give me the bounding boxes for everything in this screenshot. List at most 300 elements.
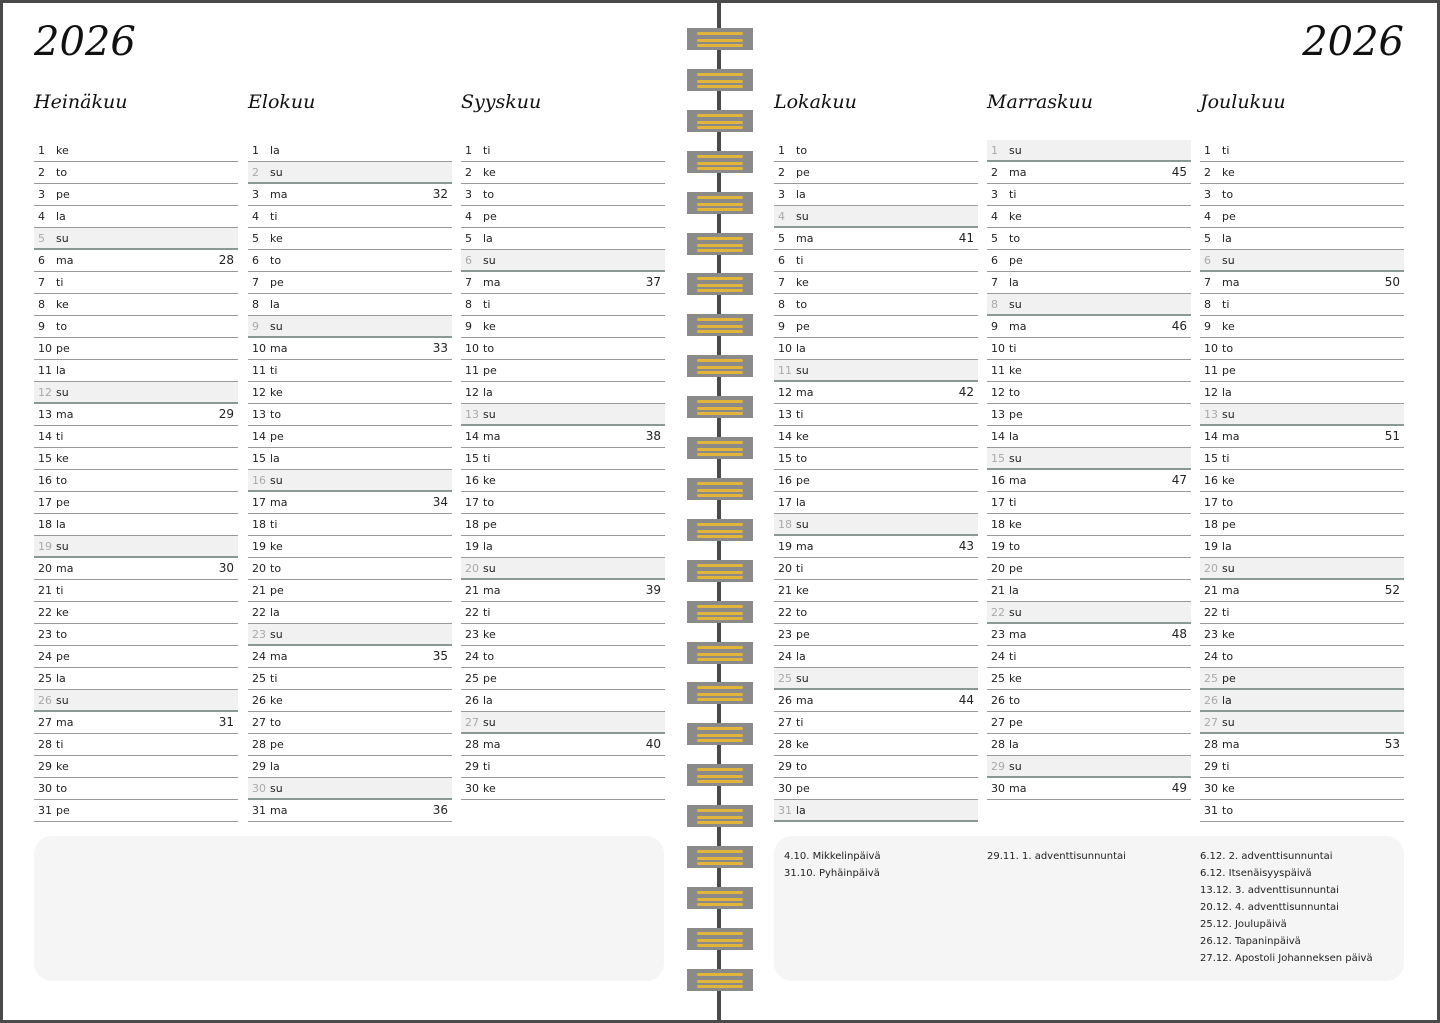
day-row[interactable] — [987, 404, 1191, 426]
day-row[interactable] — [1200, 404, 1404, 426]
day-row[interactable] — [248, 162, 452, 184]
day-row[interactable] — [774, 756, 978, 778]
day-number: 30 — [1204, 782, 1218, 795]
day-row[interactable] — [987, 250, 1191, 272]
weekday: ke — [270, 386, 283, 399]
day-number: 17 — [465, 496, 479, 509]
day-row[interactable] — [987, 228, 1191, 250]
day-row[interactable] — [461, 712, 665, 734]
day-row[interactable] — [248, 514, 452, 536]
day-row[interactable] — [774, 734, 978, 756]
day-row[interactable] — [461, 756, 665, 778]
weekday: ti — [483, 144, 491, 157]
week-number: 42 — [958, 385, 974, 399]
day-row[interactable] — [1200, 646, 1404, 668]
day-number: 10 — [1204, 342, 1218, 355]
day-row[interactable] — [248, 756, 452, 778]
day-row[interactable] — [987, 316, 1191, 338]
day-row[interactable] — [987, 360, 1191, 382]
weekday: pe — [796, 474, 810, 487]
day-number: 21 — [38, 584, 52, 597]
day-row[interactable] — [987, 536, 1191, 558]
day-row[interactable] — [1200, 338, 1404, 360]
day-row[interactable] — [774, 228, 978, 250]
day-row[interactable] — [461, 646, 665, 668]
day-row[interactable] — [34, 250, 238, 272]
day-row[interactable] — [987, 668, 1191, 690]
weekday: ke — [796, 584, 809, 597]
day-number: 25 — [991, 672, 1005, 685]
month-name: Heinäkuu — [34, 91, 128, 113]
day-row[interactable] — [1200, 800, 1404, 822]
day-row[interactable] — [461, 162, 665, 184]
day-row[interactable] — [34, 712, 238, 734]
day-row[interactable] — [248, 536, 452, 558]
day-row[interactable] — [248, 316, 452, 338]
spiral-wire — [697, 698, 743, 701]
day-row[interactable] — [987, 140, 1191, 162]
day-row[interactable] — [34, 580, 238, 602]
week-number: 37 — [645, 275, 661, 289]
day-row[interactable] — [774, 624, 978, 646]
holiday-entry: 25.12. Joulupäivä — [1200, 919, 1287, 930]
day-row[interactable] — [1200, 734, 1404, 756]
day-row[interactable] — [34, 624, 238, 646]
day-row[interactable] — [774, 382, 978, 404]
day-row[interactable] — [774, 360, 978, 382]
day-row[interactable] — [1200, 316, 1404, 338]
day-row[interactable] — [774, 690, 978, 712]
day-row[interactable] — [248, 624, 452, 646]
day-row[interactable] — [248, 712, 452, 734]
day-row[interactable] — [987, 426, 1191, 448]
day-row[interactable] — [774, 140, 978, 162]
spiral-wire — [697, 903, 743, 906]
day-row[interactable] — [774, 316, 978, 338]
day-row[interactable] — [1200, 250, 1404, 272]
day-row[interactable] — [461, 470, 665, 492]
day-row[interactable] — [1200, 228, 1404, 250]
day-row[interactable] — [248, 734, 452, 756]
day-row[interactable] — [1200, 580, 1404, 602]
day-row[interactable] — [1200, 602, 1404, 624]
day-number: 11 — [778, 364, 792, 377]
weekday: ma — [270, 650, 288, 663]
week-number: 39 — [645, 583, 661, 597]
spiral-wire — [697, 944, 743, 947]
day-number: 23 — [991, 628, 1005, 641]
day-row[interactable] — [34, 382, 238, 404]
day-row[interactable] — [774, 668, 978, 690]
day-row[interactable] — [461, 448, 665, 470]
day-row[interactable] — [34, 338, 238, 360]
day-row[interactable] — [774, 558, 978, 580]
day-number: 27 — [1204, 716, 1218, 729]
day-row[interactable] — [1200, 668, 1404, 690]
weekday: ma — [1222, 276, 1240, 289]
day-number: 16 — [1204, 474, 1218, 487]
day-number: 19 — [1204, 540, 1218, 553]
day-row[interactable] — [1200, 448, 1404, 470]
spiral-wire — [697, 980, 743, 983]
weekday: to — [270, 562, 282, 575]
day-number: 24 — [1204, 650, 1218, 663]
weekday: ma — [1009, 628, 1027, 641]
day-row[interactable] — [461, 250, 665, 272]
spiral-wire — [697, 985, 743, 988]
day-row[interactable] — [34, 536, 238, 558]
day-row[interactable] — [774, 646, 978, 668]
holidays-november — [987, 848, 1126, 865]
day-row[interactable] — [987, 778, 1191, 800]
weekday: ke — [483, 474, 496, 487]
month-name: Elokuu — [248, 91, 316, 113]
day-row[interactable] — [248, 206, 452, 228]
day-row[interactable] — [34, 316, 238, 338]
day-row[interactable] — [987, 734, 1191, 756]
day-row[interactable] — [34, 184, 238, 206]
day-row[interactable] — [34, 800, 238, 822]
spiral-wire — [697, 277, 743, 280]
day-number: 20 — [778, 562, 792, 575]
day-number: 7 — [991, 276, 998, 289]
day-row[interactable] — [461, 206, 665, 228]
day-number: 12 — [991, 386, 1005, 399]
weekday: to — [56, 474, 68, 487]
day-row[interactable] — [1200, 536, 1404, 558]
day-row[interactable] — [34, 206, 238, 228]
day-row[interactable] — [248, 228, 452, 250]
weekday: la — [270, 298, 280, 311]
spiral-wire — [697, 973, 743, 976]
day-number: 21 — [252, 584, 266, 597]
day-number: 17 — [1204, 496, 1218, 509]
day-row[interactable] — [987, 580, 1191, 602]
day-number: 26 — [252, 694, 266, 707]
spiral-wire — [697, 330, 743, 333]
day-row[interactable] — [461, 404, 665, 426]
spiral-wire — [697, 571, 743, 574]
day-row[interactable] — [34, 646, 238, 668]
day-number: 23 — [1204, 628, 1218, 641]
day-row[interactable] — [248, 668, 452, 690]
spiral-wire — [697, 489, 743, 492]
day-row[interactable] — [461, 558, 665, 580]
day-number: 28 — [1204, 738, 1218, 751]
day-row[interactable] — [34, 492, 238, 514]
day-row[interactable] — [987, 470, 1191, 492]
month-column — [987, 90, 1191, 800]
notes-area-left[interactable] — [34, 836, 664, 981]
day-row[interactable] — [774, 206, 978, 228]
day-number: 28 — [991, 738, 1005, 751]
spiral-wire — [697, 155, 743, 158]
day-row[interactable] — [987, 338, 1191, 360]
day-row[interactable] — [987, 448, 1191, 470]
day-row[interactable] — [461, 536, 665, 558]
day-row[interactable] — [34, 360, 238, 382]
spiral-ring — [687, 969, 753, 991]
day-row[interactable] — [1200, 690, 1404, 712]
day-number: 28 — [252, 738, 266, 751]
spiral-ring — [687, 478, 753, 500]
day-row[interactable] — [987, 184, 1191, 206]
weekday: ma — [56, 716, 74, 729]
day-number: 15 — [778, 452, 792, 465]
day-row[interactable] — [461, 382, 665, 404]
spiral-ring — [687, 805, 753, 827]
day-number: 3 — [252, 188, 259, 201]
day-row[interactable] — [774, 404, 978, 426]
day-row[interactable] — [774, 602, 978, 624]
day-row[interactable] — [987, 624, 1191, 646]
day-row[interactable] — [774, 470, 978, 492]
day-row[interactable] — [461, 426, 665, 448]
day-row[interactable] — [1200, 360, 1404, 382]
day-row[interactable] — [774, 514, 978, 536]
day-row[interactable] — [774, 162, 978, 184]
spiral-ring — [687, 314, 753, 336]
day-row[interactable] — [987, 646, 1191, 668]
day-row[interactable] — [248, 778, 452, 800]
spiral-ring — [687, 437, 753, 459]
spiral-wire — [697, 284, 743, 287]
weekday: ma — [1009, 474, 1027, 487]
weekday: ke — [483, 166, 496, 179]
day-row[interactable] — [461, 580, 665, 602]
day-row[interactable] — [461, 316, 665, 338]
day-row[interactable] — [461, 602, 665, 624]
day-row[interactable] — [34, 162, 238, 184]
day-row[interactable] — [1200, 712, 1404, 734]
day-row[interactable] — [774, 778, 978, 800]
day-row[interactable] — [1200, 558, 1404, 580]
day-row[interactable] — [248, 646, 452, 668]
week-number: 29 — [218, 407, 234, 421]
day-row[interactable] — [774, 448, 978, 470]
weekday: pe — [270, 430, 284, 443]
day-row[interactable] — [987, 294, 1191, 316]
day-row[interactable] — [774, 250, 978, 272]
day-row[interactable] — [248, 426, 452, 448]
day-row[interactable] — [987, 206, 1191, 228]
day-row[interactable] — [1200, 294, 1404, 316]
day-row[interactable] — [34, 668, 238, 690]
weekday: ti — [56, 276, 64, 289]
day-row[interactable] — [461, 140, 665, 162]
day-row[interactable] — [1200, 778, 1404, 800]
day-number: 7 — [252, 276, 259, 289]
day-number: 9 — [991, 320, 998, 333]
spiral-ring — [687, 233, 753, 255]
month-name: Joulukuu — [1200, 91, 1286, 113]
spiral-wire — [697, 73, 743, 76]
day-row[interactable] — [34, 426, 238, 448]
weekday: ti — [270, 672, 278, 685]
day-number: 26 — [991, 694, 1005, 707]
day-number: 14 — [252, 430, 266, 443]
day-row[interactable] — [34, 404, 238, 426]
day-row[interactable] — [1200, 492, 1404, 514]
day-row[interactable] — [1200, 382, 1404, 404]
day-row[interactable] — [1200, 272, 1404, 294]
weekday: ti — [56, 430, 64, 443]
day-row[interactable] — [1200, 140, 1404, 162]
day-row[interactable] — [461, 514, 665, 536]
day-row[interactable] — [1200, 470, 1404, 492]
day-number: 20 — [38, 562, 52, 575]
weekday: ke — [1222, 474, 1235, 487]
day-number: 16 — [991, 474, 1005, 487]
day-row[interactable] — [248, 800, 452, 822]
day-number: 20 — [252, 562, 266, 575]
day-row[interactable] — [987, 756, 1191, 778]
day-row[interactable] — [248, 580, 452, 602]
day-number: 21 — [1204, 584, 1218, 597]
day-row[interactable] — [774, 800, 978, 822]
day-number: 29 — [38, 760, 52, 773]
day-number: 9 — [1204, 320, 1211, 333]
day-row[interactable] — [987, 272, 1191, 294]
day-row[interactable] — [34, 228, 238, 250]
spiral-wire — [697, 653, 743, 656]
day-number: 28 — [778, 738, 792, 751]
day-row[interactable] — [987, 690, 1191, 712]
day-row[interactable] — [34, 778, 238, 800]
day-number: 25 — [38, 672, 52, 685]
day-row[interactable] — [774, 712, 978, 734]
day-row[interactable] — [1200, 206, 1404, 228]
week-number: 34 — [432, 495, 448, 509]
day-row[interactable] — [1200, 426, 1404, 448]
weekday: pe — [483, 518, 497, 531]
day-row[interactable] — [248, 448, 452, 470]
day-row[interactable] — [248, 360, 452, 382]
weekday: ma — [270, 804, 288, 817]
day-row[interactable] — [248, 294, 452, 316]
day-row[interactable] — [461, 228, 665, 250]
day-row[interactable] — [987, 602, 1191, 624]
day-row[interactable] — [461, 668, 665, 690]
day-row[interactable] — [34, 558, 238, 580]
day-row[interactable] — [774, 294, 978, 316]
day-row[interactable] — [461, 338, 665, 360]
day-row[interactable] — [1200, 624, 1404, 646]
weekday: ke — [1222, 166, 1235, 179]
weekday: to — [56, 320, 68, 333]
day-row[interactable] — [1200, 514, 1404, 536]
day-number: 2 — [465, 166, 472, 179]
day-row[interactable] — [461, 184, 665, 206]
weekday: la — [483, 386, 493, 399]
day-row[interactable] — [774, 272, 978, 294]
weekday: su — [483, 562, 496, 575]
day-row[interactable] — [774, 580, 978, 602]
day-number: 25 — [465, 672, 479, 685]
spiral-wire — [697, 441, 743, 444]
day-row[interactable] — [248, 338, 452, 360]
day-row[interactable] — [34, 734, 238, 756]
day-row[interactable] — [34, 470, 238, 492]
day-row[interactable] — [461, 360, 665, 382]
day-row[interactable] — [461, 272, 665, 294]
weekday: ke — [1222, 320, 1235, 333]
day-row[interactable] — [248, 602, 452, 624]
day-row[interactable] — [34, 272, 238, 294]
day-number: 30 — [252, 782, 266, 795]
weekday: ti — [796, 562, 804, 575]
day-row[interactable] — [34, 294, 238, 316]
day-row[interactable] — [1200, 184, 1404, 206]
day-row[interactable] — [34, 602, 238, 624]
day-row[interactable] — [774, 184, 978, 206]
day-row[interactable] — [461, 294, 665, 316]
weekday: ma — [1222, 584, 1240, 597]
weekday: ma — [796, 540, 814, 553]
day-row[interactable] — [34, 514, 238, 536]
day-row[interactable] — [461, 624, 665, 646]
day-row[interactable] — [774, 338, 978, 360]
day-row[interactable] — [248, 140, 452, 162]
day-number: 22 — [778, 606, 792, 619]
day-row[interactable] — [987, 712, 1191, 734]
weekday: ma — [1009, 166, 1027, 179]
spiral-wire — [697, 862, 743, 865]
day-row[interactable] — [248, 690, 452, 712]
day-row[interactable] — [987, 382, 1191, 404]
day-row[interactable] — [34, 140, 238, 162]
day-row[interactable] — [987, 558, 1191, 580]
spiral-ring — [687, 69, 753, 91]
day-row[interactable] — [987, 162, 1191, 184]
day-row[interactable] — [248, 272, 452, 294]
day-number: 11 — [991, 364, 1005, 377]
day-row[interactable] — [774, 492, 978, 514]
day-number: 11 — [38, 364, 52, 377]
day-row[interactable] — [461, 690, 665, 712]
day-row[interactable] — [461, 734, 665, 756]
spiral-wire — [697, 768, 743, 771]
day-row[interactable] — [248, 558, 452, 580]
day-row[interactable] — [248, 250, 452, 272]
day-row[interactable] — [461, 778, 665, 800]
day-row[interactable] — [248, 382, 452, 404]
day-row[interactable] — [1200, 162, 1404, 184]
weekday: pe — [483, 672, 497, 685]
day-row[interactable] — [987, 514, 1191, 536]
day-row[interactable] — [1200, 756, 1404, 778]
day-number: 3 — [778, 188, 785, 201]
day-row[interactable] — [461, 492, 665, 514]
spiral-ring — [687, 273, 753, 295]
weekday: ma — [483, 276, 501, 289]
holidays-area — [774, 836, 1404, 981]
spiral-wire — [697, 448, 743, 451]
day-row[interactable] — [248, 470, 452, 492]
day-row[interactable] — [774, 426, 978, 448]
day-row[interactable] — [34, 756, 238, 778]
day-row[interactable] — [34, 690, 238, 712]
day-row[interactable] — [248, 404, 452, 426]
day-row[interactable] — [987, 492, 1191, 514]
day-row[interactable] — [34, 448, 238, 470]
day-list — [461, 140, 665, 800]
day-row[interactable] — [248, 184, 452, 206]
day-row[interactable] — [248, 492, 452, 514]
weekday: ma — [1009, 782, 1027, 795]
day-row[interactable] — [774, 536, 978, 558]
day-number: 14 — [778, 430, 792, 443]
